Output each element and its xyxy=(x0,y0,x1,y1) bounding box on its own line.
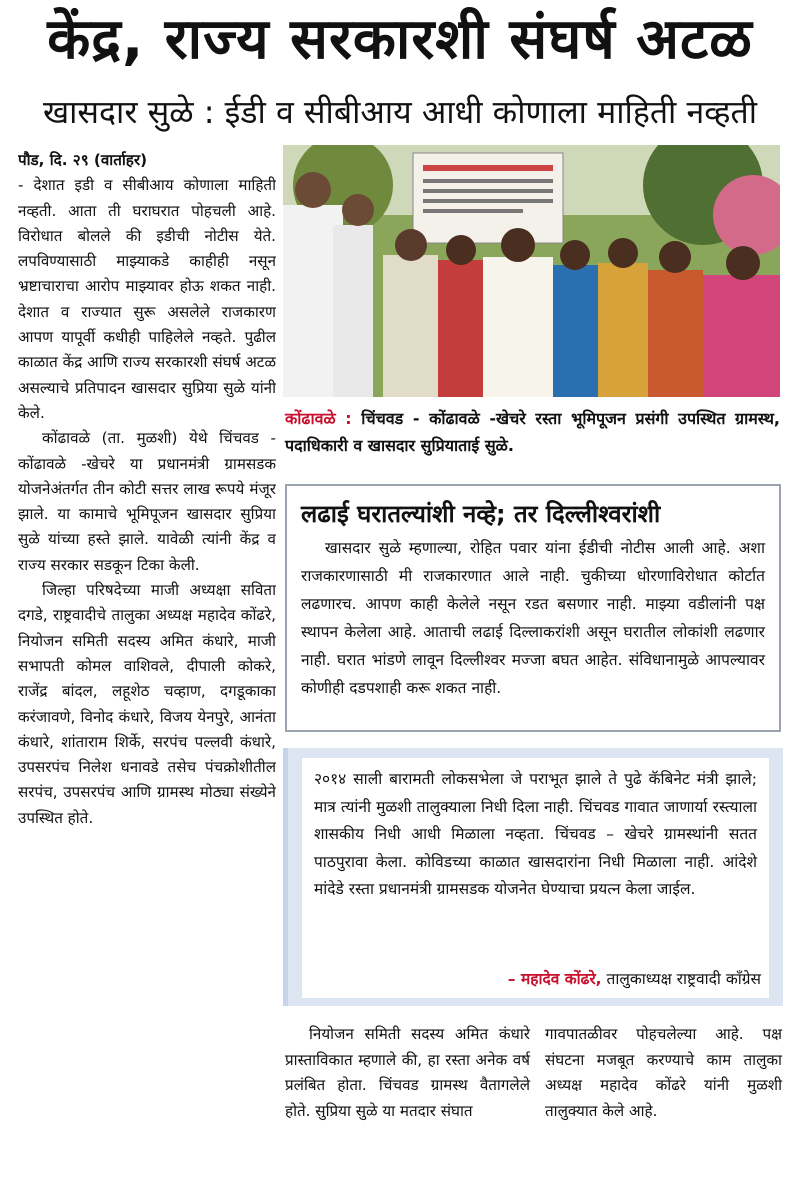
attribution-name: – महादेव कोंढरे, xyxy=(507,970,602,988)
column2-text: नियोजन समिती सदस्य अमित कंधारे प्रास्ताविकात म्हणाले की, हा रस्ता अनेक वर्ष प्रलंबित होता. चिंचवड ग्रामस्थ वैतागलेले होते. सुप्रिया सुळे या मतदार संघात xyxy=(285,1025,530,1120)
column1-paragraph-1: - देशात इडी व सीबीआय कोणाला माहिती नव्हती. आता ती घराघरात पोहचली आहे. विरोधात बोलले की इडीची नोटीस येते. लपविण्यासाठी माझ्याकडे काहीही नसून भ्रष्टाचाराचा आरोप माझ्यावर होऊ शकत नाही. देशात व राज्यात सुरू असलेले राजकारण आपण यापूर्वी कधीही पाहिलेले नव्हते. पुढील काळात केंद्र आणि राज्य सरकारशी संघर्ष अटळ असल्याचे प्रतिपादन खासदार सुप्रिया सुळे यांनी केले. xyxy=(18,176,276,422)
column3-text: गावपातळीवर पोहचलेल्या आहे. पक्ष संघटना मजबूत करण्याचे काम तालुका अध्यक्ष महादेव कोंढरे यांनी मुळशी तालुक्यात केले आहे. xyxy=(545,1025,782,1120)
column1-paragraph-3: जिल्हा परिषदेच्या माजी अध्यक्षा सविता दगडे, राष्ट्रवादीचे तालुका अध्यक्ष महादेव कोंढरे, नियोजन समिती सदस्य अमित कंधारे, माजी सभापती कोमल वाशिवले, दीपाली कोकरे, राजेंद्र बांदल, लहूशेठ चव्हाण, दगडूकाका करंजावणे, विनोद कंधारे, विजय येनपुरे, आनंता कंधारे, शांताराम शिर्के, सरपंच पल्लवी कंधारे, उपसरपंच निलेश धनावडे तसेच पंचक्रोशीतील सरपंच, उपसरपंच आणि ग्रामस्थ मोठ्या संख्येने उपस्थित होते. xyxy=(18,581,276,827)
attribution-role: तालुकाध्यक्ष राष्ट्रवादी काँग्रेस xyxy=(601,970,761,988)
article-column-3 xyxy=(545,1022,782,1124)
article-column-1 xyxy=(18,148,276,1178)
caption-place: कोंढावळे : xyxy=(285,409,352,428)
box1-text: खासदार सुळे म्हणाल्या, रोहित पवार यांना ईडीची नोटीस आली आहे. अशा राजकारणासाठी मी राजकारणात आले नाही. चुकीच्या धोरणाविरोधात कोर्टात लढणारच. आपण काही केलेले नसून रडत बसणार नाही. माझ्या वडीलांनी पक्ष स्थापन केलेला आहे. आताची लढाई दिल्लाकरांशी असून घरातील लोकांशी लढणार नाही. घरात भांडणे लावून दिल्लीश्वर मज्जा बघत आहेत. संविधानामुळे आपल्यावर कोणीही दडपशाही करू शकत नाही. xyxy=(301,539,765,697)
article-column-2 xyxy=(285,1022,530,1124)
sidebar-box-statement xyxy=(283,748,783,1006)
photo-caption xyxy=(285,405,780,459)
subheadline: खासदार सुळे : ईडी व सीबीआय आधी कोणाला माहिती नव्हती xyxy=(42,93,758,131)
dateline: पौड, दि. २९ (वार्ताहर) xyxy=(18,151,148,169)
box2-inner xyxy=(302,758,769,998)
box2-text: २०१४ साली बारामती लोकसभेला जे पराभूत झाले ते पुढे कॅबिनेट मंत्री झाले; मात्र त्यांनी मुळशी तालुक्याला निधी दिला नाही. चिंचवड गावात जाणार्या रस्त्याला शासकीय निधी आधी मिळाला नव्हता. चिंचवड – खेचरे ग्रामस्थांनी सतत पाठपुरावा केला. कोविडच्या काळात खासदारांना निधी मिळाला नाही. आंदेशे मांदेडे रस्ता प्रधानमंत्री ग्रामसडक योजनेत घेण्याचा प्रयत्न केला जाईल. xyxy=(314,770,757,898)
box1-title: लढाई घरातल्यांशी नव्हे; तर दिल्लीश्वरांशी xyxy=(301,500,661,528)
event-photo xyxy=(283,145,780,397)
headline: केंद्र, राज्य सरकारशी संघर्ष अटळ xyxy=(47,7,753,72)
caption-text: चिंचवड - कोंढावळे -खेचरे रस्ता भूमिपूजन प्रसंगी उपस्थित ग्रामस्थ, पदाधिकारी व खासदार सुप्रियाताई सुळे. xyxy=(285,409,780,455)
sidebar-box-quote xyxy=(285,484,781,732)
column1-paragraph-2: कोंढावळे (ता. मुळशी) येथे चिंचवड - कोंढावळे -खेचरे या प्रधानमंत्री ग्रामसडक योजनेअंतर्गत तीन कोटी सत्तर लाख रूपये मंजूर झाले. या कामाचे भूमिपूजन खासदार सुप्रिया सुळे यांच्या हस्ते झाले. यावेळी त्यांनी केंद्र व राज्य सरकार सडकून टिका केली. xyxy=(18,429,276,574)
box2-attribution xyxy=(508,966,761,992)
